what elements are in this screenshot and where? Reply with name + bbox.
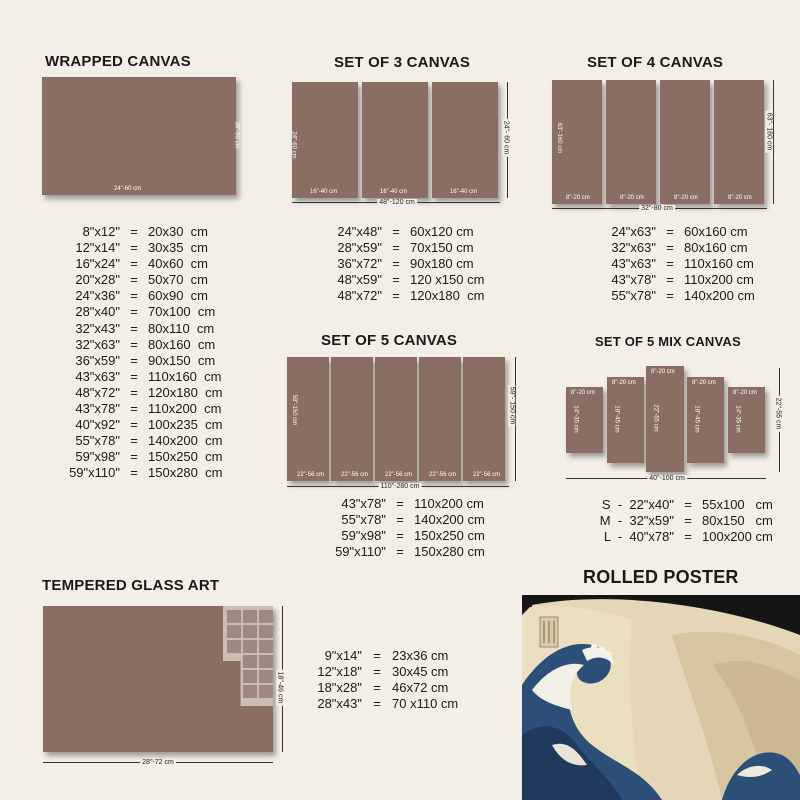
size-cm: 20x30 cm — [148, 224, 208, 239]
size-row — [318, 256, 510, 272]
size-cm: 140x200 cm — [414, 512, 485, 528]
size-inches: 36"x59" — [75, 352, 120, 368]
size-row — [306, 696, 492, 712]
glass-panel — [43, 606, 273, 752]
size-row — [592, 272, 784, 288]
size-row — [306, 664, 492, 680]
size-equals: = — [396, 544, 404, 560]
size-inches: 32"x63" — [611, 240, 656, 256]
size-equals: = — [666, 288, 674, 304]
size-cm: 110x200 cm — [148, 401, 222, 417]
size-row — [56, 224, 258, 240]
size-cm: 60x90 cm — [148, 288, 208, 304]
set3-title: SET OF 3 CANVAS — [334, 54, 471, 71]
size-cm: 100x200 cm — [702, 529, 773, 545]
size-equals: = — [666, 256, 674, 272]
size-inches: 43"x78" — [341, 496, 386, 511]
wrapped-sizes-list — [56, 224, 258, 482]
size-cm: 110x160 cm — [684, 256, 754, 272]
size-equals: = — [392, 256, 400, 272]
size-cm: 60x120 cm — [410, 224, 474, 239]
size-row — [56, 304, 258, 320]
mix5-panel-top-label: 8"-20 cm — [612, 380, 636, 386]
size-equals: = — [130, 401, 138, 417]
size-inches: 43"x63" — [75, 368, 120, 384]
set5-sizes-list — [318, 496, 514, 560]
size-row — [318, 544, 514, 560]
size-inches: 55"x78" — [611, 288, 656, 304]
size-inches: 55"x78" — [341, 512, 386, 528]
size-row — [592, 240, 784, 256]
size-row — [592, 256, 784, 272]
size-equals: = — [392, 272, 400, 288]
size-equals: = — [684, 513, 692, 529]
size-inches: L - 40"x78" — [603, 529, 674, 545]
size-inches: 48"x72" — [337, 288, 382, 304]
size-equals: = — [130, 224, 138, 239]
size-inches: 24"x63" — [611, 224, 656, 239]
set4-width-label: 32"-80 cm — [641, 205, 673, 212]
poster-title: ROLLED POSTER — [583, 567, 739, 587]
size-cm: 60x160 cm — [684, 224, 748, 239]
size-row — [56, 401, 258, 417]
size-row — [56, 433, 258, 449]
size-row — [56, 256, 258, 272]
wrapped-canvas-panel — [42, 77, 240, 195]
size-inches: 24"x48" — [337, 224, 382, 239]
size-cm: 30x35 cm — [148, 240, 208, 256]
set4-title: SET OF 4 CANVAS — [587, 54, 724, 71]
mix5-panel-side-label: 18"-45 cm — [613, 405, 620, 433]
size-row — [56, 385, 258, 401]
size-row — [306, 680, 492, 696]
size-cm: 140x200 cm — [148, 433, 223, 449]
size-equals: = — [130, 272, 138, 288]
size-cm: 90x180 cm — [410, 256, 474, 272]
size-cm: 90x150 cm — [148, 352, 216, 368]
size-equals: = — [373, 648, 381, 663]
size-inches: 36"x72" — [337, 256, 382, 272]
size-inches: 43"x78" — [611, 272, 656, 288]
set5-panel — [287, 357, 329, 481]
mix5-panel-side-label: 22"-55 cm — [652, 404, 659, 432]
set5-panel — [331, 357, 373, 481]
mix5-panel-top-label: 8"-20 cm — [651, 369, 675, 375]
size-cm: 150x280 cm — [414, 544, 485, 560]
size-inches: 59"x110" — [335, 544, 386, 560]
size-equals: = — [373, 696, 381, 712]
size-cm: 150x250 cm — [148, 449, 223, 465]
size-inches: 59"x98" — [341, 528, 386, 544]
set4-panel-width-label: 8"-20 cm — [674, 195, 698, 201]
size-row — [318, 224, 510, 240]
size-row — [56, 353, 258, 369]
mix5-panel — [607, 377, 644, 463]
size-row — [306, 648, 492, 664]
set4-panel-width-label: 8"-20 cm — [566, 195, 590, 201]
set3-panel — [362, 82, 428, 198]
size-cm: 23x36 cm — [392, 648, 449, 663]
mix5-height-label: 22"-55 cm — [774, 397, 782, 430]
size-equals: = — [396, 528, 404, 544]
size-cm: 70 x110 cm — [392, 696, 459, 712]
wrapped-canvas-title: WRAPPED CANVAS — [45, 53, 191, 70]
mix5-sizes-list — [578, 497, 792, 545]
set5-panel — [463, 357, 505, 481]
size-equals: = — [130, 304, 138, 320]
size-equals: = — [130, 256, 138, 272]
size-inches: 28"x59" — [337, 240, 382, 256]
size-equals: = — [130, 352, 138, 368]
mix5-panel — [566, 387, 603, 453]
mix5-panel-top-label: 8"-20 cm — [571, 390, 595, 396]
size-row — [318, 288, 510, 304]
mix5-panel-side-label: 14"-35 cm — [734, 405, 741, 433]
size-row — [56, 272, 258, 288]
mix5-panel — [728, 387, 765, 453]
set5-panel-width-label: 22"-56 cm — [429, 472, 457, 478]
set5-panel-side-label: 59"-150 cm — [291, 394, 298, 426]
set5-panel-width-label: 22"-56 cm — [341, 472, 369, 478]
size-inches: 16"x24" — [75, 256, 120, 272]
size-inches: 8"x12" — [82, 224, 120, 239]
size-row — [592, 224, 784, 240]
size-cm: 70x150 cm — [410, 240, 474, 256]
mix5-panel-side-label: 18"-45 cm — [693, 405, 700, 433]
glass-height-label: 18"-46 cm — [276, 671, 284, 704]
size-row — [318, 272, 510, 288]
size-inches: 43"x63" — [611, 256, 656, 272]
glass-width-label: 28"-72 cm — [142, 759, 174, 766]
set3-panel-width-label: 16"-40 cm — [310, 189, 338, 195]
size-inches: 32"x43" — [75, 320, 120, 336]
set3-panel — [292, 82, 358, 198]
size-row — [56, 288, 258, 304]
size-row — [318, 240, 510, 256]
size-inches: 28"x43" — [317, 696, 362, 712]
size-equals: = — [666, 224, 674, 239]
size-row — [56, 417, 258, 433]
size-equals: = — [130, 433, 138, 449]
set4-panel-width-label: 8"-20 cm — [728, 195, 752, 201]
size-row — [318, 496, 514, 512]
size-equals: = — [373, 680, 381, 696]
size-equals: = — [130, 240, 138, 256]
size-row — [56, 465, 258, 481]
set5-height-label: 59"- 150 cm — [508, 386, 516, 425]
size-equals: = — [130, 320, 138, 336]
size-inches: 12"x18" — [317, 664, 362, 680]
size-cm: 80x160 cm — [148, 336, 216, 352]
size-cm: 110x200 cm — [684, 272, 754, 288]
size-cm: 30x45 cm — [392, 664, 449, 680]
size-inches: 18"x28" — [317, 680, 362, 696]
size-cm: 40x60 cm — [148, 256, 208, 272]
set4-panel-width-label: 8"-20 cm — [620, 195, 644, 201]
wave-artwork-image — [522, 595, 800, 800]
size-row — [56, 240, 258, 256]
wrapped-height-label: 36"-90 cm — [233, 121, 240, 149]
size-row — [318, 512, 514, 528]
size-equals: = — [396, 496, 404, 511]
set5-panel — [419, 357, 461, 481]
size-row — [56, 337, 258, 353]
size-inches: 32"x63" — [75, 336, 120, 352]
mix5-panel-side-label: 14"-35 cm — [572, 405, 579, 433]
set3-panel-width-label: 16"-40 cm — [380, 189, 408, 195]
size-inches: 59"x110" — [69, 465, 120, 481]
size-inches: 24"x36" — [75, 288, 120, 304]
set5-panel-width-label: 22"-56 cm — [473, 472, 501, 478]
set4-sizes-list — [592, 224, 784, 304]
glass-sizes-list — [306, 648, 492, 712]
set3-height-label: 24"- 60 cm — [502, 120, 510, 155]
size-inches: 28"x40" — [75, 304, 120, 320]
size-inches: 20"x28" — [75, 272, 120, 288]
size-inches: 48"x72" — [75, 384, 120, 400]
size-cm: 120x180 cm — [410, 288, 485, 304]
size-cm: 120x180 cm — [148, 384, 223, 400]
size-equals: = — [130, 449, 138, 465]
size-row — [592, 288, 784, 304]
size-equals: = — [130, 465, 138, 481]
wrapped-width-label: 24"-60 cm — [114, 186, 142, 192]
size-row — [56, 321, 258, 337]
size-equals: = — [392, 224, 400, 239]
size-inches: 55"x78" — [75, 433, 120, 449]
size-cm: 150x280 cm — [148, 465, 223, 481]
set4-panel-side-label: 63"-160 cm — [556, 122, 563, 154]
set5-panel-width-label: 22"-56 cm — [385, 472, 413, 478]
set4-panel — [552, 80, 602, 204]
size-equals: = — [130, 417, 138, 433]
set5-width-label: 110"-280 cm — [380, 483, 420, 490]
rolled-poster-image — [522, 595, 800, 800]
mix5-panel — [687, 377, 724, 463]
set3-panel — [432, 82, 498, 198]
glass-reflection-grid — [227, 610, 273, 698]
size-equals: = — [666, 272, 674, 288]
size-cm: 80x150 cm — [702, 513, 773, 529]
size-cm: 50x70 cm — [148, 272, 208, 288]
size-equals: = — [392, 288, 400, 304]
mix5-panel-top-label: 8"-20 cm — [733, 390, 757, 396]
size-equals: = — [684, 529, 692, 545]
size-equals: = — [392, 240, 400, 256]
size-row — [578, 529, 792, 545]
set4-panel — [660, 80, 710, 204]
size-cm: 150x250 cm — [414, 528, 485, 544]
glass-title: TEMPERED GLASS ART — [42, 577, 220, 594]
size-inches: 43"x78" — [75, 401, 120, 417]
set4-panel — [606, 80, 656, 204]
mix5-panel-top-label: 8"-20 cm — [692, 380, 716, 386]
size-cm: 110x160 cm — [148, 368, 222, 384]
size-cm: 110x200 cm — [414, 496, 484, 511]
size-inches: 59"x98" — [75, 449, 120, 465]
set5-panel — [375, 357, 417, 481]
size-inches: M - 32"x59" — [599, 513, 674, 529]
size-cm: 55x100 cm — [702, 497, 773, 512]
size-inches: S - 22"x40" — [601, 497, 674, 512]
mix5-title: SET OF 5 MIX CANVAS — [595, 334, 741, 349]
size-cm: 120 x150 cm — [410, 272, 485, 288]
size-equals: = — [130, 288, 138, 304]
size-row — [56, 449, 258, 465]
set3-panel-side-label: 24"-60 cm — [290, 131, 297, 159]
size-cm: 140x200 cm — [684, 288, 755, 304]
size-equals: = — [130, 384, 138, 400]
set3-panel-width-label: 16"-40 cm — [450, 189, 478, 195]
size-cm: 46x72 cm — [392, 680, 449, 696]
size-inches: 12"x14" — [75, 240, 120, 256]
size-row — [318, 528, 514, 544]
set5-panel-width-label: 22"-56 cm — [297, 472, 325, 478]
size-row — [56, 369, 258, 385]
size-inches: 40"x92" — [75, 417, 120, 433]
size-cm: 80x110 cm — [148, 320, 215, 336]
set5-title: SET OF 5 CANVAS — [321, 332, 458, 349]
set4-height-line — [773, 80, 774, 204]
size-row — [578, 497, 792, 513]
set4-panel — [714, 80, 764, 204]
size-inches: 48"x59" — [337, 272, 382, 288]
size-inches: 9"x14" — [324, 648, 362, 663]
size-equals: = — [373, 664, 381, 680]
set4-height-label: 63"- 160 cm — [765, 112, 773, 151]
size-equals: = — [666, 240, 674, 256]
set3-width-label: 48"-120 cm — [379, 199, 415, 206]
size-cm: 80x160 cm — [684, 240, 748, 256]
size-cm: 100x235 cm — [148, 417, 223, 433]
mix5-panel — [646, 366, 684, 472]
size-row — [578, 513, 792, 529]
set3-sizes-list — [318, 224, 510, 304]
size-equals: = — [684, 497, 692, 512]
size-equals: = — [130, 336, 138, 352]
size-equals: = — [130, 368, 138, 384]
size-equals: = — [396, 512, 404, 528]
size-cm: 70x100 cm — [148, 304, 216, 320]
mix5-width-label: 40"-100 cm — [649, 475, 685, 482]
